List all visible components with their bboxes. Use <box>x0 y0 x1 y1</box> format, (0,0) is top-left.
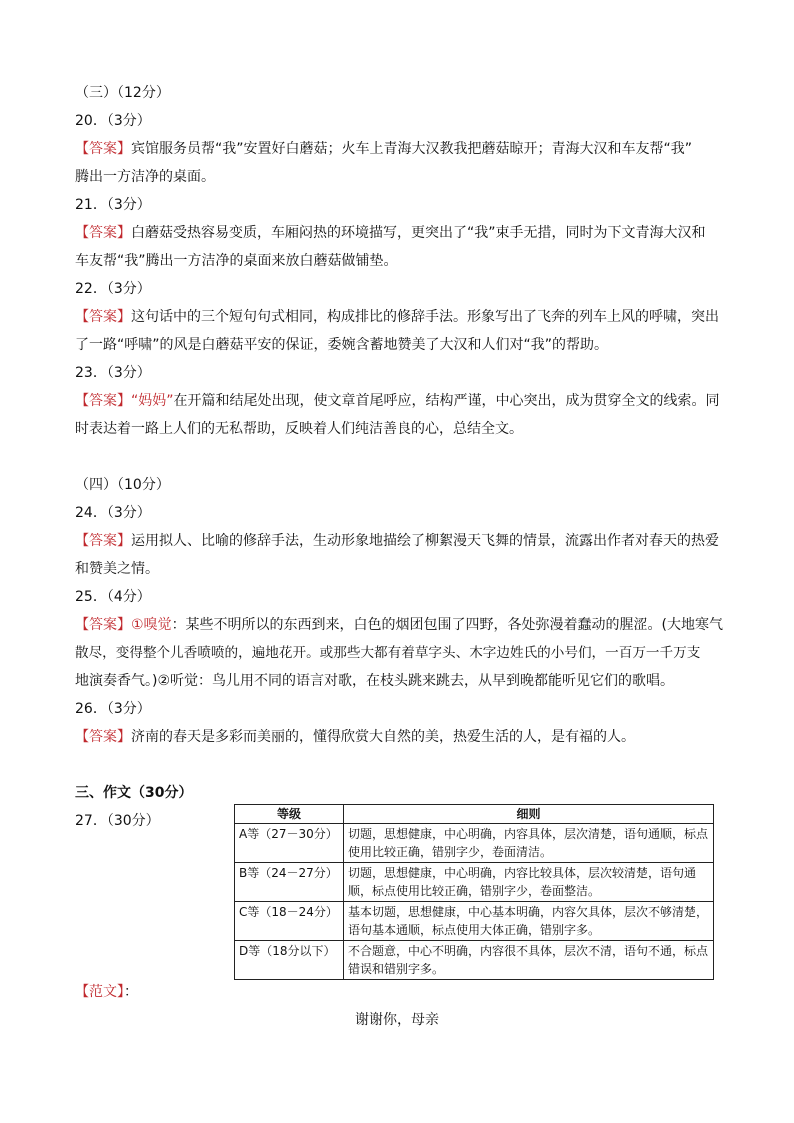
grade-level: B等（24－27分） <box>235 863 344 902</box>
sample-essay-title: 谢谢你，母亲 <box>355 1012 439 1028</box>
section-heading: （三）（12分） <box>75 85 170 101</box>
grade-detail: 切题，思想健康，中心明确，内容比较具体，层次较清楚，语句通顺，标点使用比较正确，错别字少，卷面整洁。 <box>343 863 713 902</box>
question-number: 26．（3分） <box>75 701 151 717</box>
column-header-level: 等级 <box>235 805 344 824</box>
table-header-row <box>235 805 714 824</box>
answer-line <box>75 387 725 415</box>
table-row <box>235 941 714 980</box>
answer-text: ：某些不明所以的东西到来，白色的烟团包围了四野，各处弥漫着蠢动的腥涩。(大地寒气 <box>171 617 724 633</box>
answer-tag: 【答案】 <box>75 225 131 241</box>
answer-tag: 【答案】 <box>75 309 131 325</box>
question-number: 27．（30分） <box>75 813 160 829</box>
answer-text: 和赞美之情。 <box>75 561 159 577</box>
question-number: 24．（3分） <box>75 505 151 521</box>
grade-detail: 切题，思想健康，中心明确，内容具体，层次清楚，语句通顺，标点使用比较正确，错别字少，卷面清洁。 <box>343 824 713 863</box>
answer-highlight: ①嗅觉 <box>131 617 172 633</box>
answer-tag: 【答案】 <box>75 393 131 409</box>
sample-tag: 【范文】 <box>75 984 124 1000</box>
table-row <box>235 824 714 863</box>
grade-detail: 不合题意，中心不明确，内容很不具体，层次不清，语句不通，标点错误和错别字多。 <box>343 941 713 980</box>
answer-tag: 【答案】 <box>75 141 131 157</box>
answer-text: 车友帮“我”腾出一方洁净的桌面来放白蘑菇做铺垫。 <box>75 253 398 269</box>
answer-line <box>75 527 725 555</box>
answer-text: 这句话中的三个短句句式相同，构成排比的修辞手法。形象写出了飞奔的列车上风的呼啸，突出 <box>131 309 719 325</box>
answer-highlight: “妈妈” <box>131 393 174 409</box>
answer-text: 地演奏香气。)②听觉：鸟儿用不同的语言对歌，在枝头跳来跳去，从早到晚都能听见它们的歌唱。 <box>75 673 675 689</box>
question-number: 25．（4分） <box>75 589 151 605</box>
grading-table <box>234 804 714 980</box>
answer-text: 时表达着一路上人们的无私帮助，反映着人们纯洁善良的心，总结全文。 <box>75 421 523 437</box>
question-number: 21．（3分） <box>75 197 151 213</box>
answer-text: 济南的春天是多彩而美丽的，懂得欣赏大自然的美，热爱生活的人，是有福的人。 <box>131 729 635 745</box>
answer-tag: 【答案】 <box>75 533 131 549</box>
answer-line <box>75 611 725 639</box>
table-row <box>235 863 714 902</box>
sample-colon: ： <box>124 984 138 1000</box>
composition-heading: 三、作文（30分） <box>75 785 193 801</box>
answer-text: 散尽，变得整个儿香喷喷的，遍地花开。或那些大都有着草字头、木字边姓氏的小号们，一百万一千万支 <box>75 645 701 661</box>
question-number: 22．（3分） <box>75 281 151 297</box>
answer-text: 在开篇和结尾处出现，使文章首尾呼应，结构严谨，中心突出，成为贯穿全文的线索。同 <box>173 393 720 409</box>
grade-level: D等（18分以下） <box>235 941 344 980</box>
section-heading: （四）（10分） <box>75 477 170 493</box>
answer-line <box>75 135 725 163</box>
answer-text: 白蘑菇受热容易变质，车厢闷热的环境描写，更突出了“我”束手无措，同时为下文青海大汉和 <box>131 225 706 241</box>
table-row <box>235 902 714 941</box>
answer-text: 了一路“呼啸”的风是白蘑菇平安的保证，委婉含蓄地赞美了大汉和人们对“我”的帮助。 <box>75 337 609 353</box>
grade-level: A等（27－30分） <box>235 824 344 863</box>
answer-text: 腾出一方洁净的桌面。 <box>75 169 215 185</box>
answer-tag: 【答案】 <box>75 729 131 745</box>
answer-line <box>75 303 725 331</box>
answer-tag: 【答案】 <box>75 617 131 633</box>
answer-line <box>75 219 725 247</box>
answer-text: 宾馆服务员帮“我”安置好白蘑菇；火车上青海大汉教我把蘑菇晾开；青海大汉和车友帮“我” <box>131 141 693 157</box>
sample-essay-label <box>75 978 725 1006</box>
question-number: 23．（3分） <box>75 365 151 381</box>
grade-level: C等（18－24分） <box>235 902 344 941</box>
question-number: 20．（3分） <box>75 113 151 129</box>
grade-detail: 基本切题，思想健康，中心基本明确，内容欠具体，层次不够清楚，语句基本通顺，标点使用大体正确，错别字多。 <box>343 902 713 941</box>
column-header-detail: 细则 <box>343 805 713 824</box>
answer-text: 运用拟人、比喻的修辞手法，生动形象地描绘了柳絮漫天飞舞的情景，流露出作者对春天的热爱 <box>131 533 719 549</box>
answer-line <box>75 723 725 751</box>
